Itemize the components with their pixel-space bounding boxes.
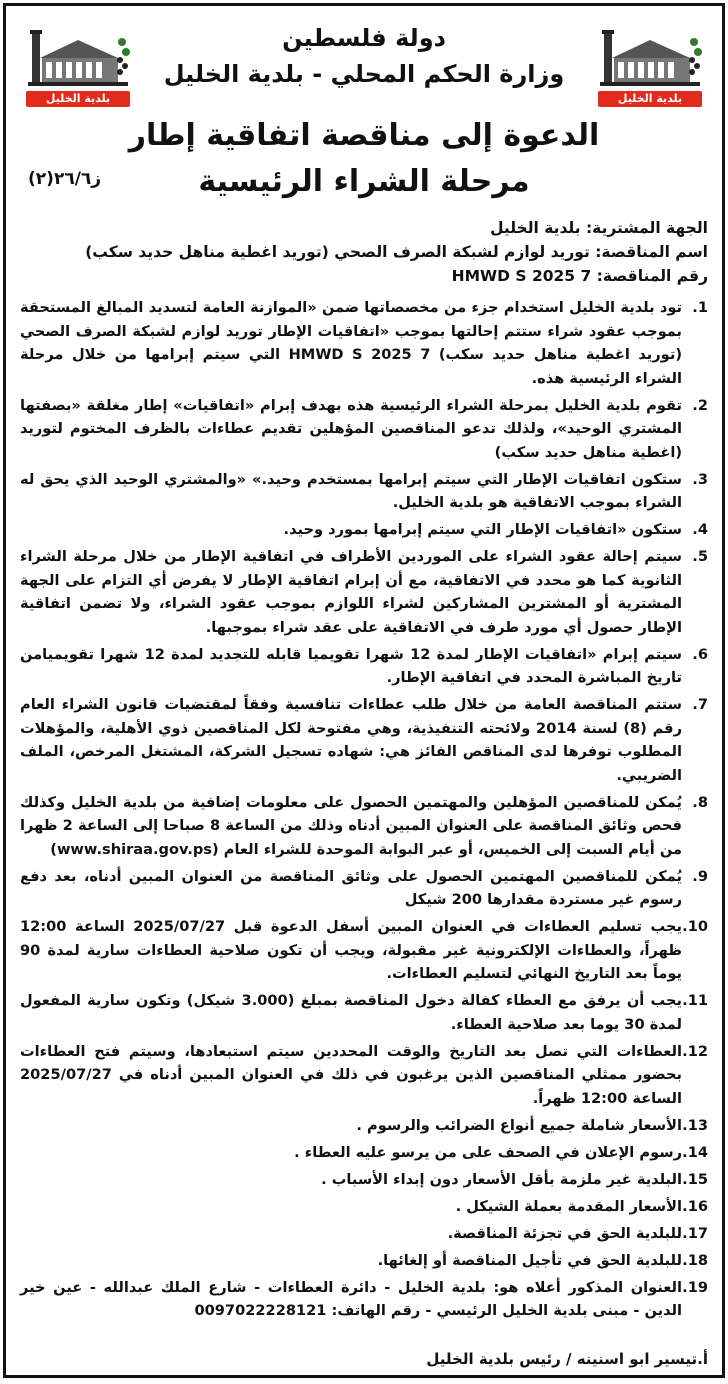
clause-item [20, 693, 708, 787]
clause-number: 10. [682, 918, 708, 935]
clause-text: يجب تسليم العطاءات في العنوان المبين أسفل الدعوة قبل 2025/07/27 الساعة 12:00 ظهراً، والعطاءات الإلكترونية غير مقبولة، ويجب أن تكون صلاحية العطاءات سارية لمدة 90 يوماً بعد التاريخ النهائي لتسليم العطاءات. [20, 918, 682, 982]
clause-number: 19. [682, 1278, 708, 1296]
clause-number: 6. [692, 645, 708, 663]
clause-text: تقوم بلدية الخليل بمرحلة الشراء الرئيسية هذه بهدف إبرام «اتفاقيات» إطار مغلقة «بصفتها المشتري الوحيد»، ولذلك تدعو المناقصين المؤهلين تقديم عطاءات بالظرف المختوم لتوريد (اغطية مناهل حديد سكب) [20, 396, 682, 461]
clause-number: 5. [692, 548, 708, 565]
clause-text: سيتم إبرام «اتفاقيات الإطار لمدة 12 شهرا تقويميا قابله للتجديد لمدة 12 شهرا تقويميامن تاريخ المباشرة المحدد في اتفاقية الإطار. [20, 645, 682, 686]
clause-text: البلدية غير ملزمة بأقل الأسعار دون إبداء الأسباب . [321, 1170, 682, 1188]
clause-item [20, 865, 708, 912]
clause-text: للبلدية الحق في تجزئة المناقصة. [447, 1224, 682, 1242]
logo-banner: بلدية الخليل [26, 91, 130, 107]
clause-item [20, 1249, 708, 1273]
clause-text: يجب أن يرفق مع العطاء كفالة دخول المناقصة بمبلغ (3.000 شيكل) وتكون سارية المفعول لمدة 30 يوما بعد صلاحية العطاء. [20, 992, 682, 1033]
clause-item [20, 1195, 708, 1219]
clause-text: ستكون اتفاقيات الإطار التي سيتم إبرامها بمستخدم وحيد.» «والمشتري الوحيد الذي يحق له الشراء بموجب الاتفاقية هو بلدية الخليل. [20, 470, 682, 511]
clause-item [20, 1141, 708, 1165]
tender-title: الدعوة إلى مناقصة اتفاقية إطار [128, 118, 600, 153]
tender-number-line: رقم المناقصة: HMWD S 2025 7 [451, 267, 708, 285]
tender-announcement [3, 3, 725, 1378]
clause-item [20, 1222, 708, 1246]
clause-item [20, 468, 708, 515]
clause-number: 14. [682, 1143, 708, 1161]
signature-line: أ.تيسير ابو اسنينه / رئيس بلدية الخليل [426, 1350, 708, 1368]
clause-text: ستتم المناقصة العامة من خلال طلب عطاءات تنافسية وفقاً لمقتضيات قانون الشراء العام رقم (8) لسنة 2014 ولائحته التنفيذية، وهي مفتوحة لكل المناقصين ذوي الأهلية، والمؤهلات المطلوب توفرها لدى المناقص الفائز هي: شهاده تسجيل الشركة، المشتغل المرخص، الملف الضريبي. [20, 696, 683, 784]
logo-banner: بلدية الخليل [598, 91, 702, 107]
clause-number: 15. [682, 1170, 708, 1188]
clause-text: تود بلدية الخليل استخدام جزء من مخصصاتها ضمن «الموازنة العامة لتسديد المبالغ المستحقة بموجب عقود شراء ستتم إحالتها بموجب «اتفاقيات الإطار توريد لوازم لشبكة الصرف الصحي (توريد اغطية مناهل حديد سكب) HMWD S 2025 7 التي سيتم إبرامها من خلال مرحلة الشراء الرئيسية هذه. [20, 299, 682, 387]
clause-item [20, 394, 708, 465]
clause-item [20, 915, 708, 986]
clause-number: 7. [692, 696, 708, 713]
clause-number: 3. [692, 470, 708, 488]
clause-number: 8. [692, 793, 708, 811]
clause-item [20, 296, 708, 390]
state-name: دولة فلسطين [282, 24, 446, 52]
clause-text: العطاءات التي تصل بعد التاريخ والوقت المحددين سيتم استبعادها، وسيتم فتح العطاءات بحضور ممثلي المناقصين الذين يرغبون في ذلك في العنوان المبين أدناه في 2025/07/27 الساعة 12:00 ظهراً. [20, 1042, 682, 1107]
clause-item [20, 643, 708, 690]
clause-item [20, 989, 708, 1036]
ministry-name: وزارة الحكم المحلي - بلدية الخليل [163, 60, 565, 88]
clause-text: الأسعار المقدمة بعملة الشيكل . [455, 1197, 682, 1215]
clause-text: الأسعار شاملة جميع أنواع الضرائب والرسوم . [356, 1116, 682, 1134]
tender-meta [20, 216, 708, 288]
clause-item [20, 1168, 708, 1192]
clause-text: يُمكن للمناقصين المؤهلين والمهتمين الحصول على معلومات إضافية من بلدية الخليل وكذلك فحص وثائق المناقصة على العنوان المبين أدناه وذلك من الساعة 8 صباحا إلى الساعة 2 ظهرا من أيام السبت إلى الخميس، أو عبر البوابة الموحدة للشراء العام (www.shiraa.gov.ps) [20, 793, 682, 858]
clause-number: 1. [692, 299, 708, 316]
clause-number: 17. [682, 1224, 708, 1242]
clause-text: العنوان المذكور أعلاه هو: بلدية الخليل - دائرة العطاءات - شارع الملك عبدالله - عين خير الدين - مبنى بلدية الخليل الرئيسي - رقم الهاتف: 0097022228121 [20, 1278, 682, 1319]
clause-text: يُمكن للمناقصين المهتمين الحصول على وثائق المناقصة من العنوان المبين أدناه، بعد دفع رسوم غير مستردة مقدارها 200 شيكل [20, 867, 682, 908]
clause-text: سيتم إحالة عقود الشراء على الموردين الأطراف في اتفاقية الإطار من خلال مرحلة الشراء الثانوية كما هو محدد في الاتفاقية، مع أن إبرام اتفاقية الإطار لا يفرض أي التزام على الجهة المشترية أو المشترين المشاركين لشراء اللوازم بموجب عقود الشراء، ولا تضمن اتفاقية الإطار حصول أي مورد طرف في الاتفاقية على عقد شراء بموجبها. [20, 548, 682, 636]
clause-text: رسوم الإعلان في الصحف على من يرسو عليه العطاء . [294, 1143, 682, 1161]
clause-number: 11. [682, 992, 708, 1009]
clause-item [20, 518, 708, 542]
clause-item [20, 1040, 708, 1111]
clause-item [20, 545, 708, 639]
clause-number: 4. [692, 521, 708, 538]
clause-number: 13. [682, 1116, 708, 1134]
clause-item [20, 791, 708, 862]
clause-number: 2. [692, 396, 708, 414]
clause-text: ستكون «اتفاقيات الإطار التي سيتم إبرامها بمورد وحيد. [283, 521, 682, 538]
clause-item [20, 1276, 708, 1323]
clause-item [20, 1114, 708, 1138]
clause-number: 18. [682, 1251, 708, 1269]
reference-code: ز٢٦/٦(٢) [28, 169, 102, 189]
clause-number: 9. [692, 867, 708, 885]
clause-text: للبلدية الحق في تأجيل المناقصة أو إلغائها. [377, 1251, 682, 1269]
tender-name-line: اسم المناقصة: توريد لوازم لشبكة الصرف الصحي (توريد اغطية مناهل حديد سكب) [85, 243, 708, 261]
clauses-list [20, 296, 708, 1326]
tender-subtitle: مرحلة الشراء الرئيسية [198, 164, 530, 199]
buyer-line: الجهة المشترية: بلدية الخليل [490, 219, 708, 237]
clause-number: 12. [682, 1042, 708, 1060]
clause-number: 16. [682, 1197, 708, 1215]
